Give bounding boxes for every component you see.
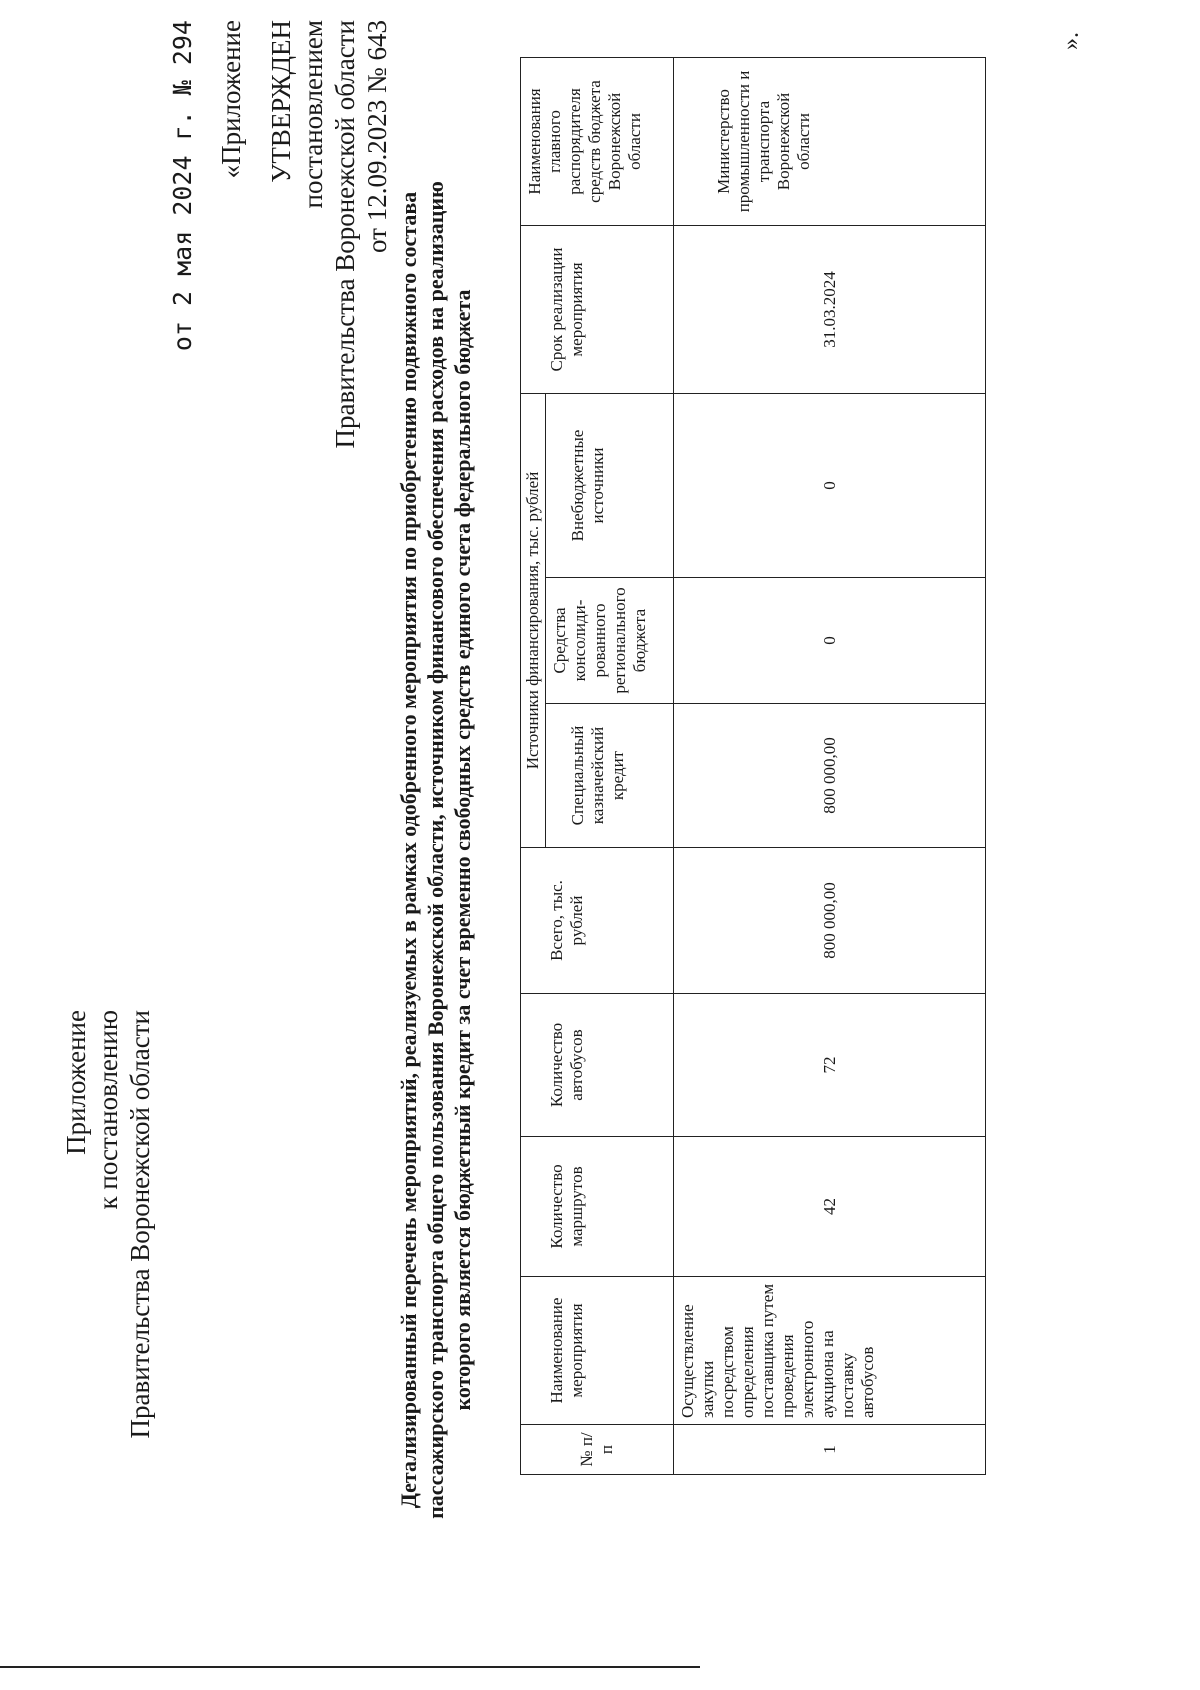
header-treasury: Специальный казначейский кредит [546,704,674,848]
cell-regional: 0 [674,578,986,704]
government-label: Правительства Воронежской области [125,1010,155,1439]
cell-extra: 0 [674,393,986,577]
title-line-2: пассажирского транспорта общего пользования Воронежской области, источником финансового обеспечения расходов на реализацию [423,181,448,1519]
cell-treasury: 800 000,00 [674,704,986,848]
approved-label: УТВЕРЖДЕН [266,20,296,183]
header-row-1 [521,57,546,1474]
scan-edge-rule [0,1666,700,1668]
approved-date-label: от 12.09.2023 № 643 [362,20,392,253]
approval-block [265,20,393,640]
cell-deadline: 31.03.2024 [674,225,986,393]
appendix-label: Приложение [61,1010,91,1155]
cell-name: Осуществление закупки посредством определения поставщика путем проведения электронного аукциона на поставку автобусов [674,1277,986,1425]
header-name-text: Наименование мероприятия [547,1297,586,1404]
appendix-header [60,1010,156,1610]
header-routes [521,1137,674,1277]
header-buses [521,994,674,1137]
closing-mark: ». [1058,32,1084,50]
header-total [521,848,674,994]
header-routes-text: Количество маршрутов [547,1164,586,1249]
cell-manager: Министерство промышленности и транспорта Воронежской области [674,57,986,225]
header-regional: Средства консолиди-рованного регионального бюджета [546,578,674,704]
previous-appendix-label: «Приложение [216,20,246,179]
cell-num: 1 [674,1425,986,1475]
header-sources-group: Источники финансирования, тыс. рублей [521,393,546,847]
header-num: № п/п [521,1425,674,1475]
header-name [521,1277,674,1425]
cell-routes: 42 [674,1137,986,1277]
decree-date: от 2 мая 2024 г. № 294 [168,20,197,352]
header-deadline-text: Срок реализации мероприятия [547,247,586,372]
header-manager: Наименования главного распорядителя средств бюджета Воронежской области [521,57,674,225]
header-buses-text: Количество автобусов [547,1022,586,1108]
header-extra: Внебюджетные источники [546,393,674,577]
approved-by-label: постановлением [298,20,328,209]
header-deadline [521,225,674,393]
cell-total: 800 000,00 [674,848,986,994]
approved-government-label: Правительства Воронежской области [330,20,360,449]
table-row [674,57,986,1474]
title-line-1: Детализированный перечень мероприятий, реализуемых в рамках одобренного мероприятия по приобретению подвижного состава [396,191,421,1509]
header-total-text: Всего, тыс. рублей [547,880,586,961]
to-decree-label: к постановлению [93,1010,123,1210]
title-line-3: которого является бюджетный кредит за счет временно свободных средств единого счета федерального бюджета [450,289,475,1411]
cell-buses: 72 [674,994,986,1137]
document-title [395,170,476,1530]
measures-table [520,57,986,1475]
